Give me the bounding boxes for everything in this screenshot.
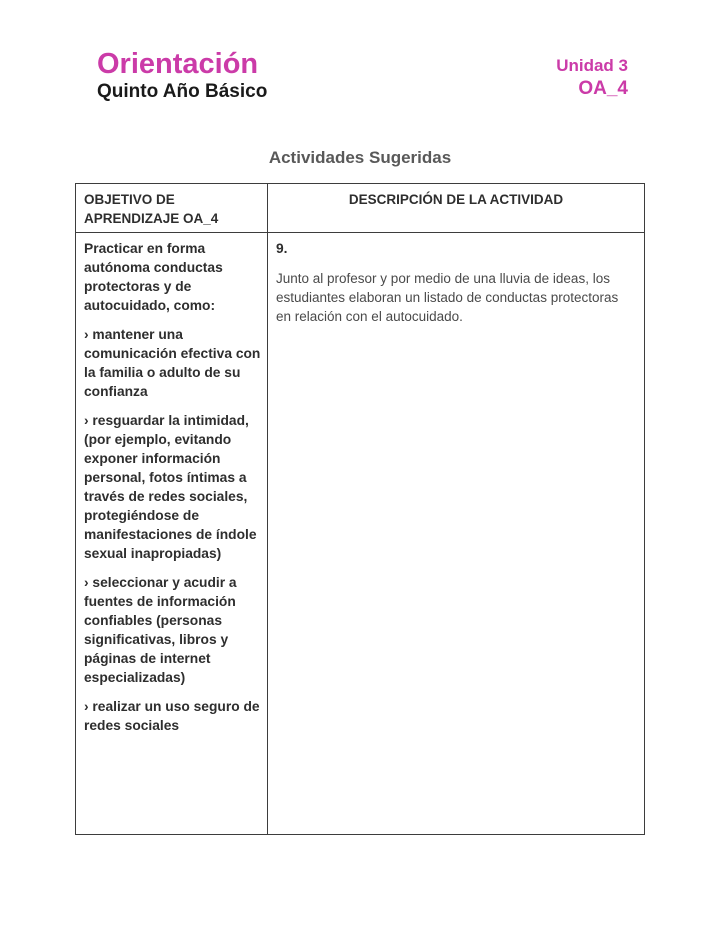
col-header-description-label: DESCRIPCIÓN DE LA ACTIVIDAD — [348, 192, 564, 207]
col-header-objective — [76, 184, 268, 233]
objective-bullet: › seleccionar y acudir a fuentes de información confiables (personas significativas, libros y páginas de internet especializadas) — [84, 575, 237, 685]
unit-label: Unidad 3 — [556, 56, 628, 75]
col-header-objective-label: OBJETIVO DE APRENDIZAJE OA_4 — [84, 192, 219, 226]
objective-intro: Practicar en forma autónoma conductas protectoras y de autocuidado, como: — [84, 241, 223, 313]
activity-number: 9. — [276, 241, 288, 256]
activity-description: Junto al profesor y por medio de una lluvia de ideas, los estudiantes elaboran un listado de conductas protectoras en relación con el autocuidado. — [276, 271, 619, 324]
oa-label: OA_4 — [578, 78, 628, 100]
objective-bullet: › mantener una comunicación efectiva con la familia o adulto de su confianza — [84, 327, 261, 399]
activities-table — [75, 183, 645, 835]
subject-title: Orientación — [97, 48, 259, 80]
document-header — [97, 46, 628, 103]
objective-bullet: › realizar un uso seguro de redes sociales — [84, 699, 260, 733]
page-title: Actividades Sugeridas — [268, 148, 452, 167]
activity-cell — [268, 233, 644, 834]
grade-subtitle: Quinto Año Básico — [97, 81, 268, 103]
col-header-description — [268, 184, 644, 233]
objective-bullet: › resguardar la intimidad, (por ejemplo, evitando exponer información personal, fotos íntimas a través de redes sociales, protegiéndose de manifestaciones de índole sexual inapropiadas) — [84, 413, 257, 561]
header-right — [556, 46, 628, 102]
header-left — [97, 46, 267, 103]
objective-cell — [76, 233, 268, 834]
